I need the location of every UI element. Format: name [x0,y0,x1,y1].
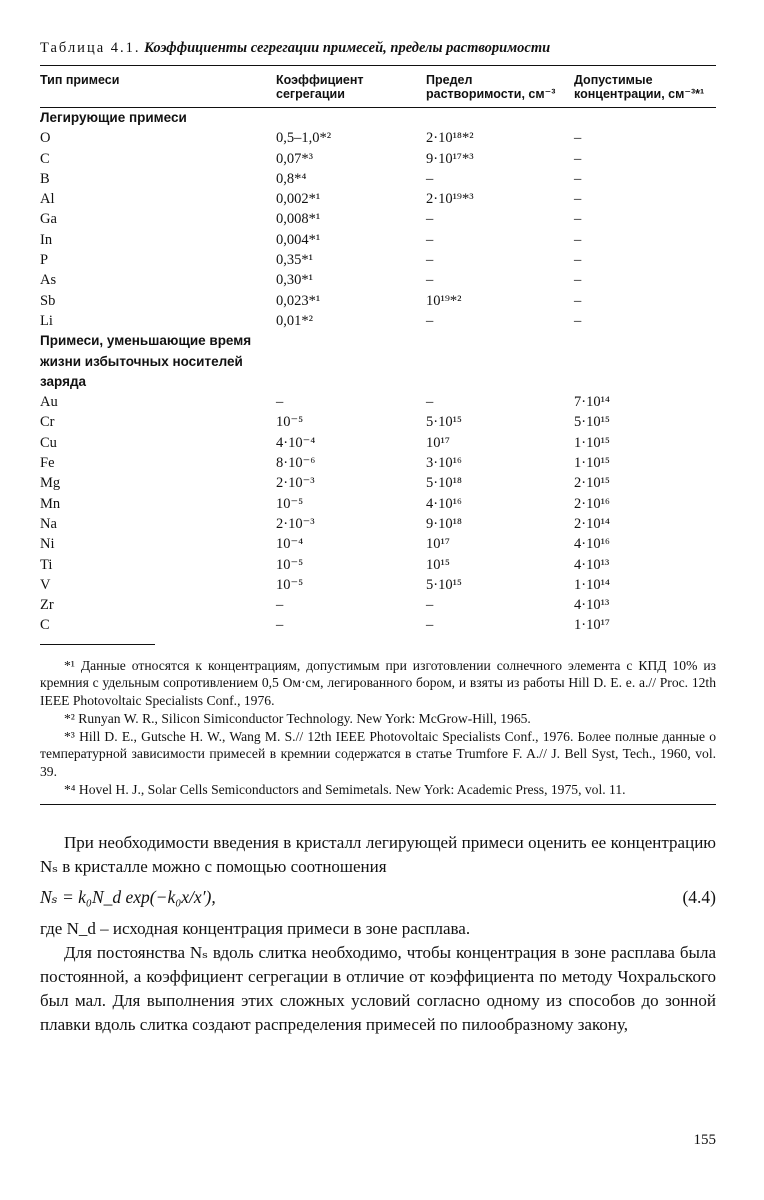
table-row-doping [40,230,716,250]
cell-segregation: 0,5–1,0*² [276,130,332,147]
cell-solubility: 5·10¹⁵ [426,576,462,593]
table-row-doping [40,311,716,331]
cell-impurity: In [40,231,53,248]
group-label-lifetime-text: Примеси, уменьшающие время жизни избыточных носителей заряда [40,333,252,389]
table-row-lifetime [40,433,716,453]
cell-impurity: Fe [40,455,55,472]
cell-segregation: – [276,394,284,411]
table-row-doping [40,291,716,311]
table-row-doping [40,250,716,270]
cell-segregation: 0,07*³ [276,150,313,167]
cell-solubility: 2·10¹⁸*² [426,130,474,147]
cell-impurity: As [40,272,57,289]
cell-solubility: – [426,394,434,411]
cell-solubility: – [426,231,434,248]
formula-expression: Nₛ = k₀N_d exp(−k₀x/x′), [40,887,216,908]
impurity-table [40,66,716,636]
cell-segregation: 0,023*¹ [276,292,321,309]
cell-solubility: – [426,252,434,269]
cell-allowed: – [574,170,582,187]
cell-segregation: 0,004*¹ [276,231,321,248]
cell-allowed: 5·10¹⁵ [574,414,610,431]
cell-allowed: 1·10¹⁵ [574,434,610,451]
cell-segregation: – [276,597,284,614]
footnote-4: *⁴ Hovel H. J., Solar Cells Semiconductors and Semimetals. New York: Academic Press, 1975, vol. 11. [64,781,626,797]
table-row-lifetime [40,595,716,615]
cell-segregation: 0,002*¹ [276,191,321,208]
cell-impurity: Ni [40,536,55,553]
cell-impurity: Zr [40,597,54,614]
group-row-doping [40,108,716,129]
cell-impurity: O [40,130,51,147]
cell-impurity: Li [40,312,53,329]
cell-solubility: – [426,211,434,228]
header-impurity-type: Тип примеси [40,66,276,108]
table-caption-label: Таблица 4.1. [40,40,141,56]
cell-allowed: 1·10¹⁴ [574,576,610,593]
cell-solubility: 10¹⁷ [426,536,450,553]
cell-impurity: P [40,252,49,269]
page-number: 155 [693,1132,716,1148]
cell-allowed: 1·10¹⁵ [574,455,610,472]
table-row-doping [40,149,716,169]
table-row-lifetime [40,412,716,432]
cell-solubility: – [426,597,434,614]
cell-allowed: 4·10¹³ [574,597,610,614]
cell-segregation: 0,01*² [276,312,313,329]
cell-allowed: 2·10¹⁴ [574,515,610,532]
cell-impurity: C [40,150,50,167]
table-row-lifetime [40,575,716,595]
group-row-lifetime [40,331,716,392]
cell-segregation: 2·10⁻³ [276,515,315,532]
footnote-2: *² Runyan W. R., Silicon Simiconductor Technology. New York: McGrow-Hill, 1965. [64,710,531,726]
cell-solubility: – [426,617,434,634]
cell-solubility: – [426,312,434,329]
header-allowed-concentration: Допустимые концентрации, см⁻³*¹ [574,66,716,108]
table-row-lifetime [40,555,716,575]
cell-solubility: 10¹⁹*² [426,292,462,309]
cell-segregation: 0,30*¹ [276,272,313,289]
cell-impurity: Na [40,515,57,532]
cell-allowed: – [574,252,582,269]
cell-impurity: Mg [40,475,61,492]
cell-solubility: – [426,170,434,187]
cell-solubility: 9·10¹⁸ [426,515,462,532]
cell-impurity: B [40,170,50,187]
footnotes [40,657,716,799]
cell-impurity: Cu [40,434,57,451]
footnote-1: *¹ Данные относятся к концентрациям, допустимым при изготовлении солнечного элемента с КПД 10% из кремния с удельным сопротивлением 0,5 Ом·см, легированного бором, и взяты из работы Hill D. E. e. a.// Proc. 12th IEEE Photovoltaic Specialists Conf., 1976. [40,657,716,709]
cell-allowed: 2·10¹⁶ [574,495,610,512]
table-row-lifetime [40,514,716,534]
group-label-lifetime [40,331,716,392]
cell-impurity: Ga [40,211,57,228]
cell-allowed: – [574,231,582,248]
table-row-doping [40,189,716,209]
table-row-lifetime [40,494,716,514]
cell-segregation: 10⁻⁵ [276,414,304,431]
cell-solubility: 5·10¹⁵ [426,414,462,431]
cell-impurity: Sb [40,292,56,309]
cell-allowed: 1·10¹⁷ [574,617,610,634]
cell-segregation: 8·10⁻⁶ [276,455,316,472]
cell-segregation: 4·10⁻⁴ [276,434,316,451]
cell-solubility: – [426,272,434,289]
document-page [40,40,716,1037]
table-row-lifetime [40,453,716,473]
cell-solubility: 9·10¹⁷*³ [426,150,474,167]
cell-impurity: Al [40,191,55,208]
cell-impurity: C [40,617,50,634]
cell-impurity: Mn [40,495,61,512]
table-caption-title: Коэффициенты сегрегации примесей, пределы растворимости [144,40,551,56]
table-row-doping [40,128,716,148]
paragraph-intro: При необходимости введения в кристалл легирующей примеси оценить ее концентрацию Nₛ в кристалле можно с помощью соотношения [40,833,716,877]
cell-allowed: 4·10¹³ [574,556,610,573]
cell-solubility: 10¹⁵ [426,556,450,573]
cell-allowed: – [574,272,582,289]
table-row-lifetime [40,615,716,635]
cell-segregation: 10⁻⁵ [276,576,304,593]
cell-impurity: Au [40,394,58,411]
cell-allowed: – [574,150,582,167]
cell-solubility: 2·10¹⁹*³ [426,191,474,208]
footnote-3: *³ Hill D. E., Gutsche H. W., Wang M. S.// 12th IEEE Photovoltaic Specialists Conf., 1976. Более полные данные о температурной зависимости примесей в кремнии содержатся в статье Trumfore F. A.// J. Bell Syst, Tech., 1960, vol. 39. [40,728,716,779]
table-row-lifetime [40,473,716,493]
formula-number: (4.4) [682,887,716,908]
cell-segregation: – [276,617,284,634]
footnote-rule [40,644,155,645]
cell-allowed: – [574,211,582,228]
table-header-row [40,66,716,108]
table-caption [40,40,716,57]
cell-solubility: 4·10¹⁶ [426,495,462,512]
cell-solubility: 5·10¹⁸ [426,475,462,492]
cell-allowed: – [574,191,582,208]
cell-segregation: 0,35*¹ [276,252,313,269]
cell-allowed: 2·10¹⁵ [574,475,610,492]
paragraph-main: Для постоянства Nₛ вдоль слитка необходимо, чтобы концентрация в зоне расплава была постоянной, а коэффициент сегрегации в отличие от коэффициента по методу Чохральского был мал. Для выполнения этих сложных условий согласно одному из способов до зонной плавки вдоль слитка создают распределения примесей по пилообразному закону, [40,943,716,1035]
cell-segregation: 0,8*⁴ [276,170,307,187]
table-row-lifetime [40,392,716,412]
cell-allowed: – [574,312,582,329]
cell-solubility: 3·10¹⁶ [426,455,462,472]
header-segregation-coefficient: Коэффициент сегрегации [276,66,426,108]
table-row-doping [40,270,716,290]
cell-allowed: 7·10¹⁴ [574,394,610,411]
table-row-doping [40,209,716,229]
cell-solubility: 10¹⁷ [426,434,450,451]
cell-allowed: 4·10¹⁶ [574,536,610,553]
cell-segregation: 10⁻⁵ [276,556,304,573]
group-label-doping: Легирующие примеси [40,110,187,125]
cell-impurity: Ti [40,556,53,573]
cell-allowed: – [574,130,582,147]
cell-impurity: V [40,576,51,593]
cell-segregation: 2·10⁻³ [276,475,315,492]
table-row-doping [40,169,716,189]
table-row-lifetime [40,534,716,554]
paragraph-where: где N_d – исходная концентрация примеси в зоне расплава. [40,919,471,939]
formula-4-4 [40,887,716,908]
cell-segregation: 10⁻⁵ [276,495,304,512]
cell-allowed: – [574,292,582,309]
cell-impurity: Cr [40,414,55,431]
header-solubility-limit: Предел растворимости, см⁻³ [426,66,574,108]
cell-segregation: 0,008*¹ [276,211,321,228]
cell-segregation: 10⁻⁴ [276,536,304,553]
